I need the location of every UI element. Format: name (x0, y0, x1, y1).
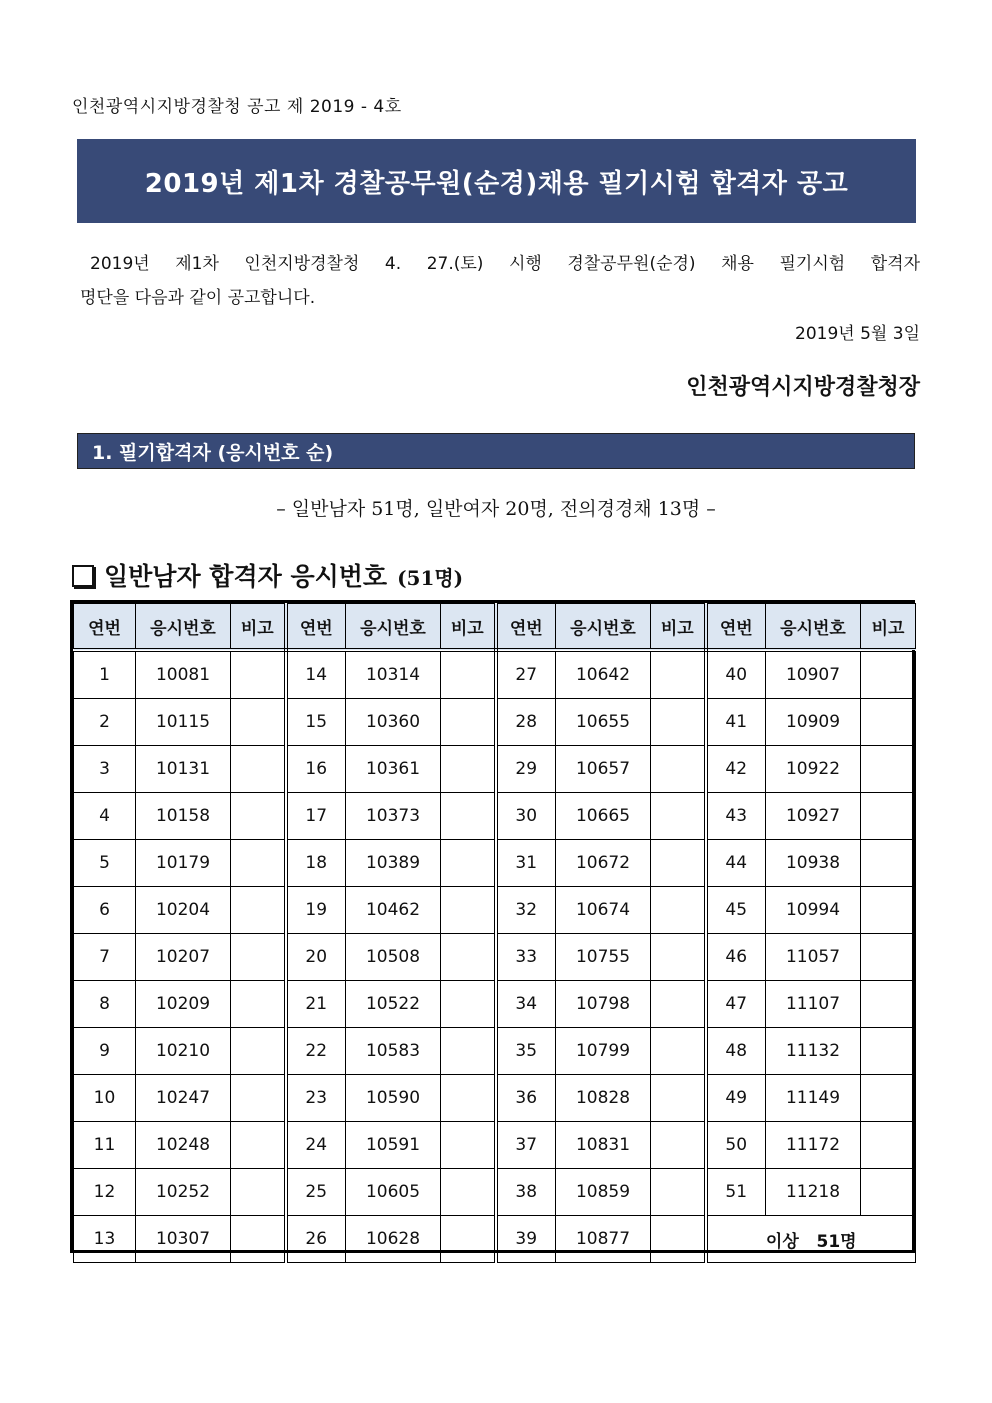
exam-number-cell: 10583 (346, 1028, 441, 1075)
remarks-cell (441, 1028, 496, 1075)
exam-number-cell: 11149 (766, 1075, 861, 1122)
seq-cell: 16 (286, 746, 346, 793)
exam-number-cell: 10828 (556, 1075, 651, 1122)
exam-number-cell: 10522 (346, 981, 441, 1028)
seq-cell: 14 (286, 650, 346, 699)
remarks-cell (441, 1075, 496, 1122)
exam-number-cell: 10462 (346, 887, 441, 934)
seq-cell: 32 (496, 887, 556, 934)
remarks-cell (231, 1075, 286, 1122)
exam-number-cell: 10642 (556, 650, 651, 699)
table-row (74, 650, 916, 699)
seq-cell: 20 (286, 934, 346, 981)
signer: 인천광역시지방경찰청장 (686, 375, 920, 400)
body-line-2: 명단을 다음과 같이 공고합니다. (80, 288, 316, 308)
exam-number-cell: 10799 (556, 1028, 651, 1075)
announcement-body (80, 247, 920, 315)
exam-number-cell: 10927 (766, 793, 861, 840)
exam-number-cell: 11132 (766, 1028, 861, 1075)
table-header-row (74, 604, 916, 651)
exam-number-cell: 10204 (136, 887, 231, 934)
remarks-cell (651, 1075, 706, 1122)
seq-cell: 31 (496, 840, 556, 887)
square-bullet-icon (72, 565, 94, 587)
exam-number-cell: 10252 (136, 1169, 231, 1216)
remarks-cell (861, 934, 916, 981)
remarks-cell (441, 746, 496, 793)
results-table-wrapper (70, 600, 915, 1253)
seq-header: 연번 (706, 604, 766, 651)
seq-cell: 39 (496, 1216, 556, 1263)
remarks-cell (861, 746, 916, 793)
exam-number-cell: 10657 (556, 746, 651, 793)
remarks-cell (231, 981, 286, 1028)
remarks-header: 비고 (861, 604, 916, 651)
seq-cell: 4 (74, 793, 136, 840)
remarks-cell (861, 699, 916, 746)
exam-number-cell: 10360 (346, 699, 441, 746)
table-row (74, 699, 916, 746)
exam-number-cell: 10209 (136, 981, 231, 1028)
remarks-cell (651, 1028, 706, 1075)
seq-cell: 48 (706, 1028, 766, 1075)
seq-cell: 1 (74, 650, 136, 699)
remarks-cell (441, 1216, 496, 1263)
announcement-date: 2019년 5월 3일 (795, 324, 920, 344)
seq-cell: 23 (286, 1075, 346, 1122)
seq-cell: 10 (74, 1075, 136, 1122)
seq-cell: 51 (706, 1169, 766, 1216)
exam-number-header: 응시번호 (766, 604, 861, 651)
exam-number-cell: 11218 (766, 1169, 861, 1216)
exam-number-cell: 11057 (766, 934, 861, 981)
remarks-cell (231, 1028, 286, 1075)
title-banner (77, 139, 916, 223)
remarks-cell (651, 793, 706, 840)
remarks-cell (441, 887, 496, 934)
seq-cell: 47 (706, 981, 766, 1028)
remarks-cell (861, 1122, 916, 1169)
remarks-cell (231, 650, 286, 699)
remarks-header: 비고 (651, 604, 706, 651)
seq-cell: 38 (496, 1169, 556, 1216)
seq-cell: 3 (74, 746, 136, 793)
table-row (74, 1122, 916, 1169)
table-row (74, 746, 916, 793)
exam-number-cell: 10591 (346, 1122, 441, 1169)
table-row (74, 1075, 916, 1122)
exam-number-cell: 10994 (766, 887, 861, 934)
remarks-cell (861, 650, 916, 699)
remarks-cell (231, 746, 286, 793)
remarks-cell (651, 699, 706, 746)
remarks-cell (231, 840, 286, 887)
exam-number-cell: 10605 (346, 1169, 441, 1216)
remarks-cell (651, 1122, 706, 1169)
remarks-cell (651, 1216, 706, 1263)
seq-cell: 36 (496, 1075, 556, 1122)
remarks-cell (651, 934, 706, 981)
exam-number-cell: 11107 (766, 981, 861, 1028)
remarks-cell (861, 840, 916, 887)
seq-cell: 7 (74, 934, 136, 981)
seq-cell: 27 (496, 650, 556, 699)
table-row (74, 793, 916, 840)
remarks-cell (441, 1122, 496, 1169)
table-row (74, 934, 916, 981)
seq-cell: 5 (74, 840, 136, 887)
seq-cell: 25 (286, 1169, 346, 1216)
exam-number-cell: 10389 (346, 840, 441, 887)
seq-cell: 37 (496, 1122, 556, 1169)
seq-cell: 9 (74, 1028, 136, 1075)
exam-number-cell: 10179 (136, 840, 231, 887)
seq-cell: 49 (706, 1075, 766, 1122)
exam-number-cell: 10628 (346, 1216, 441, 1263)
remarks-cell (651, 1169, 706, 1216)
seq-cell: 33 (496, 934, 556, 981)
remarks-cell (441, 840, 496, 887)
exam-number-cell: 10158 (136, 793, 231, 840)
document-number: 인천광역시지방경찰청 공고 제 2019 - 4호 (72, 97, 402, 117)
remarks-cell (441, 699, 496, 746)
seq-cell: 42 (706, 746, 766, 793)
results-table (73, 603, 916, 1263)
remarks-header: 비고 (231, 604, 286, 651)
exam-number-cell: 10314 (346, 650, 441, 699)
exam-number-cell: 10877 (556, 1216, 651, 1263)
subsection-title (72, 557, 463, 593)
seq-cell: 6 (74, 887, 136, 934)
remarks-cell (861, 887, 916, 934)
exam-number-cell: 10373 (346, 793, 441, 840)
remarks-cell (861, 981, 916, 1028)
remarks-cell (861, 1169, 916, 1216)
remarks-cell (441, 793, 496, 840)
remarks-cell (861, 1075, 916, 1122)
exam-number-cell: 10755 (556, 934, 651, 981)
exam-number-cell: 10131 (136, 746, 231, 793)
table-row (74, 840, 916, 887)
exam-number-cell: 10307 (136, 1216, 231, 1263)
page-title: 2019년 제1차 경찰공무원(순경)채용 필기시험 합격자 공고 (144, 168, 849, 199)
table-row (74, 1028, 916, 1075)
remarks-cell (231, 887, 286, 934)
remarks-cell (231, 1169, 286, 1216)
exam-number-header: 응시번호 (136, 604, 231, 651)
subsection-count: (51명) (397, 566, 464, 590)
seq-header: 연번 (74, 604, 136, 651)
remarks-cell (651, 840, 706, 887)
seq-cell: 2 (74, 699, 136, 746)
exam-number-cell: 10207 (136, 934, 231, 981)
seq-header: 연번 (286, 604, 346, 651)
body-line-1: 2019년 제1차 인천지방경찰청 4. 27.(토) 시행 경찰공무원(순경) 채용 필기시험 합격자 (90, 254, 920, 274)
exam-number-cell: 10655 (556, 699, 651, 746)
remarks-cell (441, 934, 496, 981)
exam-number-cell: 10859 (556, 1169, 651, 1216)
seq-cell: 18 (286, 840, 346, 887)
remarks-cell (651, 650, 706, 699)
table-row (74, 981, 916, 1028)
section-header-label: 1. 필기합격자 (응시번호 순) (92, 441, 334, 464)
exam-number-cell: 11172 (766, 1122, 861, 1169)
seq-cell: 26 (286, 1216, 346, 1263)
seq-cell: 30 (496, 793, 556, 840)
exam-number-cell: 10665 (556, 793, 651, 840)
exam-number-cell: 10798 (556, 981, 651, 1028)
total-count-cell: 이상 51명 (706, 1216, 916, 1263)
exam-number-cell: 10909 (766, 699, 861, 746)
seq-cell: 44 (706, 840, 766, 887)
seq-cell: 11 (74, 1122, 136, 1169)
seq-cell: 45 (706, 887, 766, 934)
exam-number-cell: 10248 (136, 1122, 231, 1169)
exam-number-cell: 10081 (136, 650, 231, 699)
seq-header: 연번 (496, 604, 556, 651)
remarks-cell (231, 699, 286, 746)
remarks-cell (651, 981, 706, 1028)
seq-cell: 29 (496, 746, 556, 793)
exam-number-cell: 10672 (556, 840, 651, 887)
seq-cell: 19 (286, 887, 346, 934)
exam-number-cell: 10674 (556, 887, 651, 934)
remarks-cell (441, 1169, 496, 1216)
section-header (77, 433, 915, 469)
remarks-cell (231, 1122, 286, 1169)
seq-cell: 40 (706, 650, 766, 699)
exam-number-cell: 10361 (346, 746, 441, 793)
exam-number-cell: 10115 (136, 699, 231, 746)
seq-cell: 41 (706, 699, 766, 746)
remarks-cell (231, 793, 286, 840)
exam-number-header: 응시번호 (346, 604, 441, 651)
seq-cell: 13 (74, 1216, 136, 1263)
seq-cell: 35 (496, 1028, 556, 1075)
seq-cell: 24 (286, 1122, 346, 1169)
seq-cell: 8 (74, 981, 136, 1028)
remarks-cell (861, 1028, 916, 1075)
seq-cell: 21 (286, 981, 346, 1028)
exam-number-cell: 10907 (766, 650, 861, 699)
pass-summary: – 일반남자 51명, 일반여자 20명, 전의경경채 13명 – (276, 498, 716, 520)
subsection-title-text: 일반남자 합격자 응시번호 (104, 562, 388, 591)
exam-number-cell: 10938 (766, 840, 861, 887)
remarks-cell (651, 887, 706, 934)
seq-cell: 50 (706, 1122, 766, 1169)
exam-number-cell: 10247 (136, 1075, 231, 1122)
seq-cell: 12 (74, 1169, 136, 1216)
remarks-cell (441, 650, 496, 699)
exam-number-header: 응시번호 (556, 604, 651, 651)
seq-cell: 43 (706, 793, 766, 840)
seq-cell: 22 (286, 1028, 346, 1075)
exam-number-cell: 10210 (136, 1028, 231, 1075)
exam-number-cell: 10590 (346, 1075, 441, 1122)
seq-cell: 34 (496, 981, 556, 1028)
table-row (74, 1169, 916, 1216)
remarks-cell (651, 746, 706, 793)
table-row (74, 1216, 916, 1263)
remarks-cell (231, 1216, 286, 1263)
table-row (74, 887, 916, 934)
seq-cell: 46 (706, 934, 766, 981)
remarks-cell (861, 793, 916, 840)
remarks-header: 비고 (441, 604, 496, 651)
exam-number-cell: 10508 (346, 934, 441, 981)
remarks-cell (441, 981, 496, 1028)
seq-cell: 15 (286, 699, 346, 746)
seq-cell: 28 (496, 699, 556, 746)
remarks-cell (231, 934, 286, 981)
seq-cell: 17 (286, 793, 346, 840)
exam-number-cell: 10922 (766, 746, 861, 793)
exam-number-cell: 10831 (556, 1122, 651, 1169)
